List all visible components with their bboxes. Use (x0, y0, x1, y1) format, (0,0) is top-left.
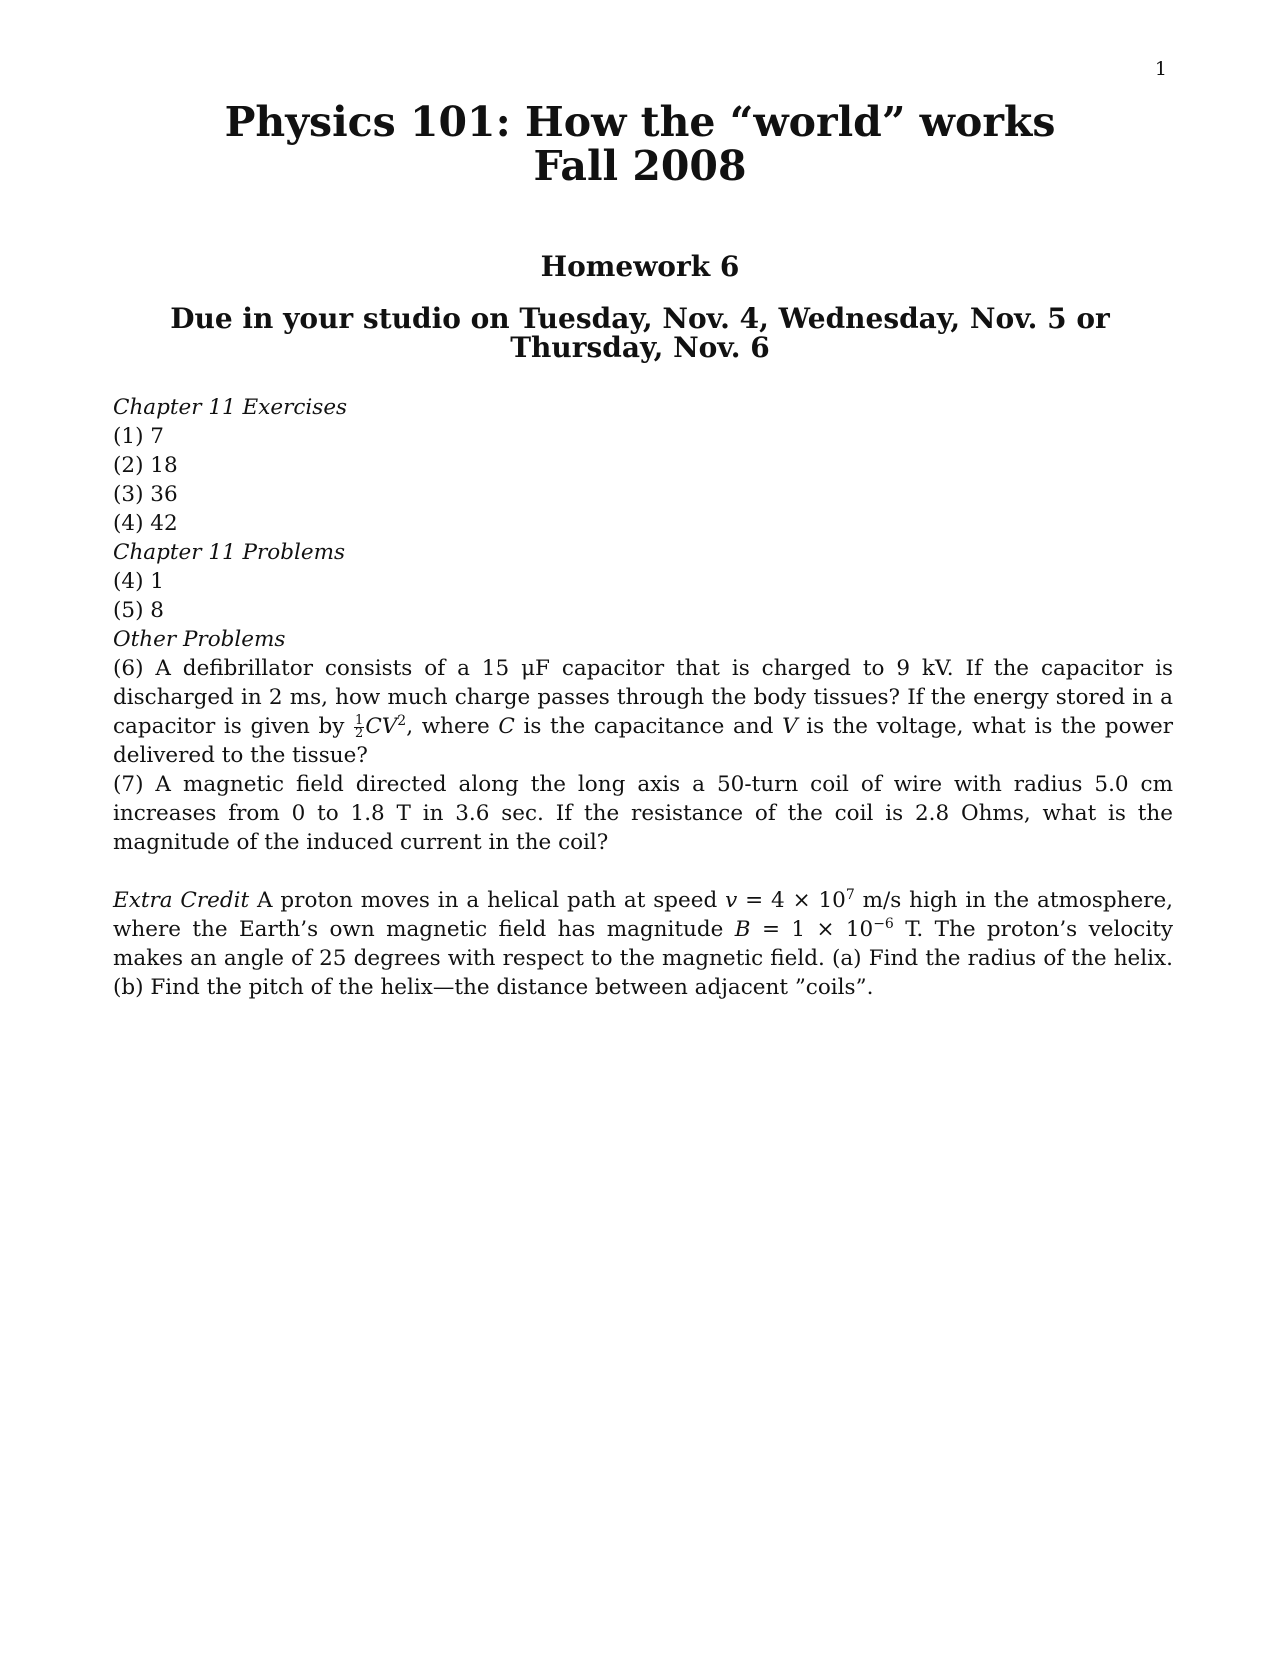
exercises-heading: Chapter 11 Exercises (113, 395, 348, 420)
extra-credit-label: Extra Credit (113, 888, 250, 913)
exercise-item: (3) 36 (113, 482, 178, 507)
problem-7: (7) A magnetic field directed along the long axis a 50-turn coil of wire with radius 5.0 cm increases from 0 to 1.8 T in 3.6 sec. If the resistance of the coil is 2.8 Ohms, what is the magnitude of the induced current in the coil? (113, 772, 1173, 855)
due-line-2: Thursday, Nov. 6 (510, 331, 770, 364)
due-line-1: Due in your studio on Tuesday, Nov. 4, Wednesday, Nov. 5 or (170, 302, 1110, 335)
one-half-fraction: $\frac{1}{2}$ (355, 712, 364, 741)
exercise-item: (1) 7 (113, 424, 164, 449)
extra-credit: Extra Credit A proton moves in a helical path at speed $v = 4 \times 10^7$ m/s high in the atmosphere, where the Earth’s own magnetic field has magnitude $B = 1 \times 10^{-6}$ T. The proton’s velocity makes an angle of 25 degrees with respect to the magnetic field. (a) Find the radius of the helix. (b) Find the pitch of the helix—the distance between adjacent ”coils”. (113, 886, 1174, 1000)
homework-title: Homework 6 (540, 250, 740, 283)
problem-item: (4) 1 (113, 569, 164, 594)
document-title (0, 100, 1280, 188)
problem-6: (6) A defibrillator consists of a 15 μF capacitor that is charged to 9 kV. If the capacitor is discharged in 2 ms, how much charge passes through the body tissues? If the energy stored in a capacitor is given by $\frac{1}{2}$ $CV^2$, where C is the capacitance and V is the voltage, what is the power delivered to the tissue? (113, 656, 1173, 768)
exercise-item: (2) 18 (113, 453, 178, 478)
problem-item: (5) 8 (113, 598, 164, 623)
exercise-item: (4) 42 (113, 511, 178, 536)
due-date (0, 304, 1280, 362)
page-number: 1 (1154, 58, 1167, 80)
problems-heading: Chapter 11 Problems (113, 540, 346, 565)
paragraph-spacer (113, 857, 1173, 886)
course-title: Physics 101: How the “world” works (224, 98, 1056, 146)
semester: Fall 2008 (533, 142, 747, 190)
homework-body (113, 393, 1173, 1002)
other-problems-heading: Other Problems (113, 627, 286, 652)
